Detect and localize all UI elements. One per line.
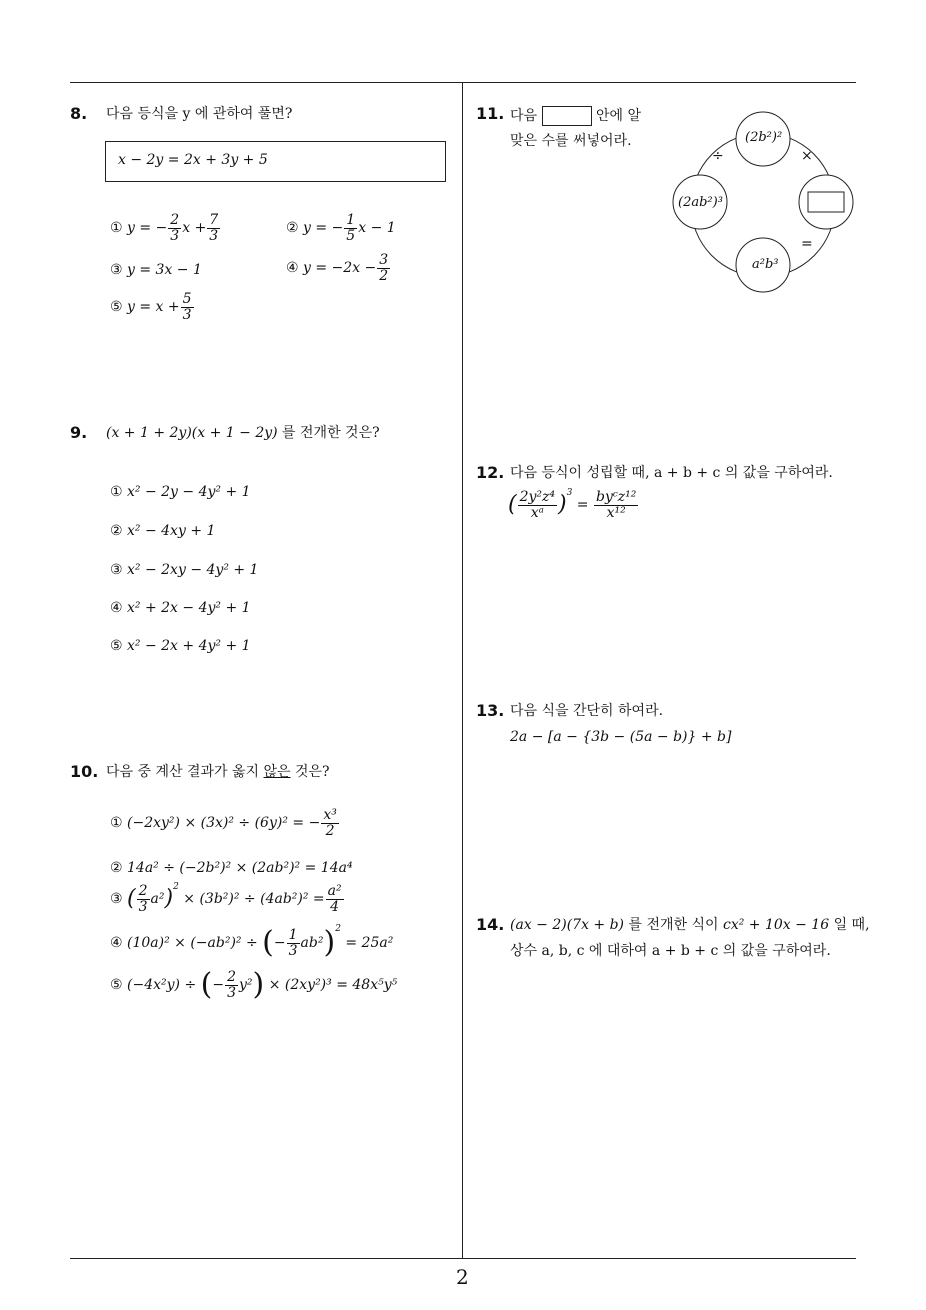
- q11-op-multiply: ×: [801, 148, 813, 164]
- q9-option-3[interactable]: ③ x² − 2xy − 4y² + 1: [110, 562, 259, 578]
- q8-option-1[interactable]: ① y = − $\frac{2}{3}$ x + $\frac{7}{3}$: [110, 212, 219, 244]
- q12-text: 다음 등식이 성립할 때, a + b + c 의 값을 구하여라.: [510, 465, 833, 481]
- q10-option-1[interactable]: ① (−2xy²) × (3x)² ÷ (6y)² = − $\frac{\text{x³}}{2}$: [110, 807, 337, 839]
- q11-op-divide: ÷: [712, 148, 724, 164]
- q11-node-bottom-label: a²b³: [752, 257, 779, 272]
- q11-text-line2: 맞은 수를 써넣어라.: [510, 133, 632, 149]
- page-number: 2: [456, 1265, 469, 1289]
- q14-text-line2: 상수 a, b, c 에 대하여 a + b + c 의 값을 구하여라.: [510, 943, 831, 959]
- q10-option-4[interactable]: ④ (10a)² × (−ab²)² ÷ (− $\frac{1}{3}$ ab²)$^2$ = 25a²: [110, 924, 394, 961]
- q13-expression: 2a − [a − {3b − (5a − b)} + b]: [510, 729, 732, 745]
- q9-option-5[interactable]: ⑤ x² − 2x + 4y² + 1: [110, 638, 251, 654]
- bottom-rule: [70, 1258, 856, 1259]
- q11-text-line1: 다음 안에 알: [510, 108, 641, 124]
- q8-option-4[interactable]: ④ y = −2x − $\frac{3}{2}$: [286, 252, 389, 284]
- q14-text-line1: (ax − 2)(7x + b) 를 전개한 식이 cx² + 10x − 16 일 때,: [510, 917, 870, 933]
- q9-option-1[interactable]: ① x² − 2y − 4y² + 1: [110, 484, 251, 500]
- q10-number: 10.: [70, 762, 99, 781]
- column-divider: [462, 82, 463, 1259]
- q10-text: 다음 중 계산 결과가 옳지 않은 것은?: [106, 764, 330, 780]
- q11-op-equals: =: [801, 236, 813, 252]
- q12-equation: ( $\frac{\text{2y²z⁴}}{\text{xᵃ}}$ )$^3$ = $\frac{\text{byᶜz¹²}}{\text{x¹²}}$: [508, 488, 637, 521]
- q9-option-4[interactable]: ④ x² + 2x − 4y² + 1: [110, 600, 251, 616]
- q11-number: 11.: [476, 104, 505, 123]
- q9-text: (x + 1 + 2y)(x + 1 − 2y) 를 전개한 것은?: [106, 425, 380, 441]
- q11-node-left-label: (2ab²)³: [678, 195, 723, 210]
- q11-node-top-label: (2b²)²: [745, 130, 783, 145]
- q12-number: 12.: [476, 463, 505, 482]
- q8-text: 다음 등식을 y 에 관하여 풀면?: [106, 106, 293, 122]
- q8-option-2[interactable]: ② y = − $\frac{1}{5}$ x − 1: [286, 212, 396, 244]
- q10-option-2[interactable]: ② 14a² ÷ (−2b²)² × (2ab²)² = 14a⁴: [110, 860, 353, 876]
- q8-number: 8.: [70, 104, 88, 123]
- q8-option-3[interactable]: ③ y = 3x − 1: [110, 262, 202, 278]
- q10-option-3[interactable]: ③ ( $\frac{2}{3}$ a²)$^2$ × (3b²)² ÷ (4ab²)² = $\frac{\text{a²}}{4}$: [110, 882, 342, 915]
- q8-equation-box: [105, 141, 446, 182]
- q10-option-5[interactable]: ⑤ (−4x²y) ÷ (− $\frac{2}{3}$ y²) × (2xy²)³ = 48x⁵y⁵: [110, 967, 398, 1003]
- q13-text: 다음 식을 간단히 하여라.: [510, 703, 664, 719]
- top-rule: [70, 82, 856, 83]
- q9-option-2[interactable]: ② x² − 4xy + 1: [110, 523, 216, 539]
- q14-number: 14.: [476, 915, 505, 934]
- q9-number: 9.: [70, 423, 88, 442]
- q8-equation: x − 2y = 2x + 3y + 5: [118, 152, 268, 168]
- q11-answer-box-inline: [542, 106, 592, 126]
- q13-number: 13.: [476, 701, 505, 720]
- q8-option-5[interactable]: ⑤ y = x + $\frac{5}{3}$: [110, 291, 192, 323]
- q11-answer-box: [808, 192, 844, 212]
